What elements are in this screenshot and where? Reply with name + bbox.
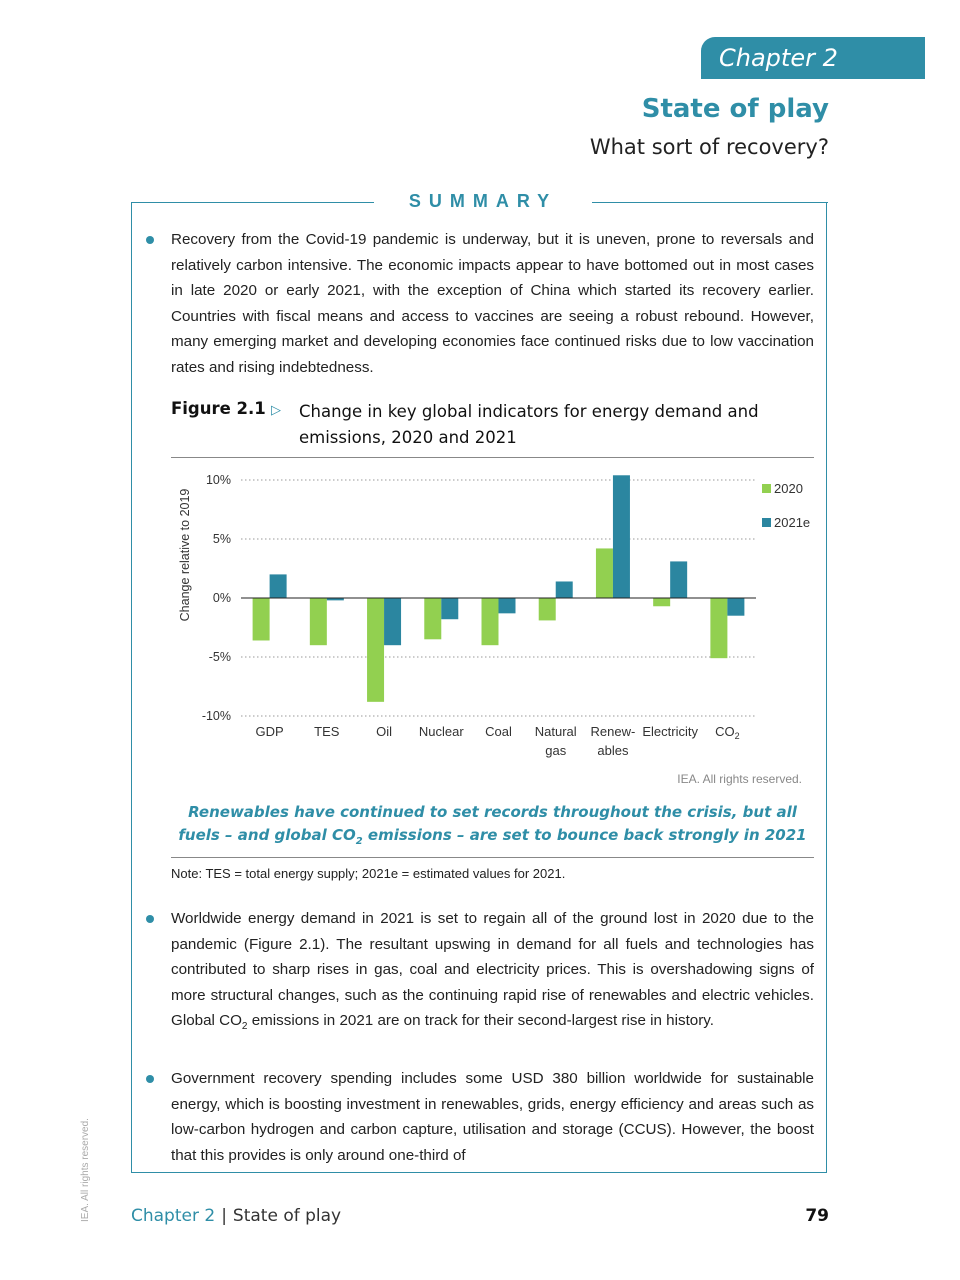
y-tick-labels bbox=[202, 473, 231, 723]
bar-2020-7 bbox=[653, 598, 670, 606]
bar-2020-4 bbox=[482, 598, 499, 645]
bar-2021e-8 bbox=[727, 598, 744, 616]
chapter-tab-label: Chapter 2 bbox=[719, 44, 838, 72]
watermark: IEA. All rights reserved. bbox=[80, 1118, 91, 1222]
bar-2020-6 bbox=[596, 548, 613, 598]
y-tick-label: 5% bbox=[212, 532, 231, 546]
bullet-icon bbox=[146, 236, 154, 244]
bar-2020-5 bbox=[539, 598, 556, 620]
bar-2021e-4 bbox=[499, 598, 516, 613]
bar-2020-1 bbox=[310, 598, 327, 645]
bullet-icon bbox=[146, 1075, 154, 1083]
x-tick-label: ables bbox=[597, 743, 629, 758]
bar-2021e-7 bbox=[670, 561, 687, 598]
legend-label: 2021e bbox=[774, 515, 811, 530]
bar-chart bbox=[171, 460, 814, 765]
bar-2021e-0 bbox=[270, 574, 287, 598]
bar-2021e-2 bbox=[384, 598, 401, 645]
bar-2020-8 bbox=[710, 598, 727, 658]
legend-swatch bbox=[762, 518, 771, 527]
triangle-right-icon: ▷ bbox=[271, 402, 281, 417]
figure-title: Change in key global indicators for energy demand and emissions, 2020 and 2021 bbox=[299, 402, 759, 447]
x-tick-label: $CO_2$ bbox=[715, 724, 740, 741]
x-tick-label: Coal bbox=[485, 724, 512, 739]
summary-bullet-3: Government recovery spending includes some USD 380 billion worldwide for sustainable energy, which is boosting investment in renewables, grids, energy efficiency and areas such as low-carbon hydrogen and carbon capture, utilisation and storage (CCUS). However, the boost that this provides is only around one-third of bbox=[171, 1070, 814, 1164]
bar-2020-3 bbox=[424, 598, 441, 639]
bar-2020-0 bbox=[253, 598, 270, 640]
bar-2021e-6 bbox=[613, 475, 630, 598]
figure-credit: IEA. All rights reserved. bbox=[677, 772, 802, 786]
page-title: State of play bbox=[641, 94, 829, 124]
figure-bottom-rule bbox=[171, 857, 814, 858]
figure-label: Figure 2.1 bbox=[171, 399, 266, 418]
x-tick-label: TES bbox=[314, 724, 340, 739]
figure-note: Note: TES = total energy supply; 2021e = estimated values for 2021. bbox=[171, 866, 566, 881]
bar-2020-2 bbox=[367, 598, 384, 702]
x-tick-label: Oil bbox=[376, 724, 393, 739]
page-subtitle: What sort of recovery? bbox=[589, 135, 829, 159]
x-tick-label: Natural bbox=[534, 724, 577, 739]
chart-legend bbox=[762, 481, 810, 530]
footer-separator: | bbox=[221, 1206, 227, 1226]
x-tick-label: GDP bbox=[255, 724, 284, 739]
bullet-icon bbox=[146, 915, 154, 923]
y-axis-label: Change relative to 2019 bbox=[178, 488, 192, 622]
figure-top-rule bbox=[171, 457, 814, 458]
bar-2021e-5 bbox=[556, 581, 573, 598]
page-number: 79 bbox=[805, 1206, 829, 1226]
footer-section: State of play bbox=[232, 1206, 342, 1226]
summary-bullet-1: Recovery from the Covid-19 pandemic is underway, but it is uneven, prone to reversals and relatively carbon intensive. The economic impacts appear to have bottomed out in most cases in late 2020 or early 2021, with the exception of China which started its recovery earlier. Countries with fiscal means and access to vaccines are seeing a robust rebound. However, many emerging market and developing economies face continued risks due to low vaccination rates and rising indebtedness. bbox=[171, 231, 814, 376]
y-tick-label: 0% bbox=[212, 591, 231, 605]
x-tick-label: Nuclear bbox=[418, 724, 464, 739]
footer-chapter bbox=[131, 1206, 341, 1226]
footer-chapter-label: Chapter 2 bbox=[131, 1206, 216, 1226]
legend-label: 2020 bbox=[774, 481, 803, 496]
bar-2021e-3 bbox=[441, 598, 458, 619]
summary-top-rule-right bbox=[592, 202, 828, 203]
y-tick-label: 10% bbox=[205, 473, 231, 487]
x-tick-label: Electricity bbox=[642, 724, 698, 739]
x-tick-label: Renew- bbox=[590, 724, 636, 739]
y-tick-label: -10% bbox=[201, 709, 231, 723]
figure-caption: Renewables have continued to set records throughout the crisis, but all fuels – and global $CO_2$ emissions – are set to bounce back strongly in 2021 bbox=[178, 803, 807, 847]
summary-top-rule-left bbox=[131, 202, 374, 203]
x-tick-labels bbox=[256, 724, 740, 758]
chapter-tab bbox=[701, 37, 925, 79]
chart-bars bbox=[253, 475, 745, 702]
legend-swatch bbox=[762, 484, 771, 493]
summary-heading: SUMMARY bbox=[408, 191, 558, 211]
summary-bullet-2: Worldwide energy demand in 2021 is set to regain all of the ground lost in 2020 due to the pandemic (Figure 2.1). The resultant upswing in demand for all fuels and technologies has contributed to sharp rises in gas, coal and electricity prices. This is overshadowing signs of more structural changes, such as the continuing rapid rise of renewables and electric vehicles. Global $CO_2$ emissions in 2021 are on track for their second-largest rise in history. bbox=[171, 910, 814, 1033]
y-tick-label: -5% bbox=[208, 650, 231, 664]
x-tick-label: gas bbox=[545, 743, 567, 758]
